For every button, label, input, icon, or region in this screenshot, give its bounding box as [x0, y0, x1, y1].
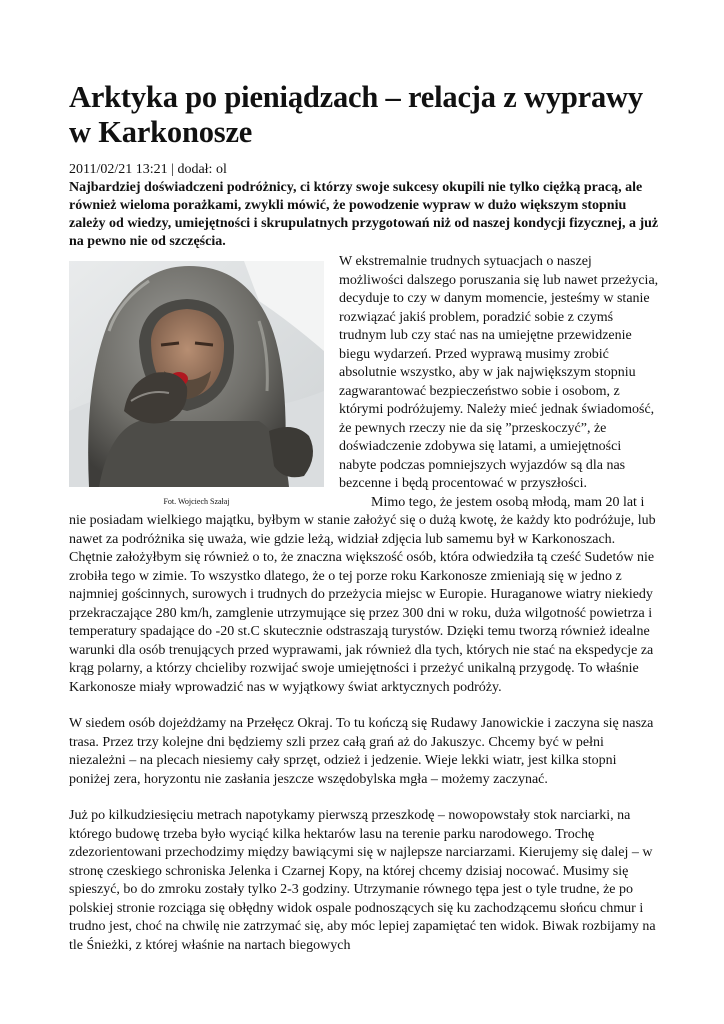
paragraph-1: W ekstremalnie trudnych sytuacjach o naszej możliwości dalszego poruszania się lub nawet przeżycia, decyduje to czy w danym momencie, jesteśmy w stanie rozwiązać jakiś problem, poradzić sobie z czymś trudnym lub czy stać nas na umiejętne przewidzenie biegu wydarzeń. Przed wyprawą musimy zrobić absolutnie wszystko, aby w jak największym stopniu zagwarantować bezpieczeństwo sobie i osobom, z którymi podróżujemy. Należy mieć jednak świadomość, że pewnych rzeczy nie da się ”przeskoczyć”, że doświadczenie zdobywa się latami, a umiejętności nabyte podczas pomniejszych wyjazdów są dla nas bezcenne i będą procentować w przyszłości. — [339, 254, 659, 491]
photo-caption: Fot. Wojciech Szałaj — [163, 497, 230, 506]
photo-figure — [69, 261, 324, 507]
paragraph-4: Już po kilkudziesięciu metrach napotykamy pierwszą przeszkodę – nowopowstały stok narciarki, na którego budowę trzeba było wyciąć kilka hektarów lasu na terenie parku narodowego. Trochę zdezorientowani przechodzimy między bawiącymi się w najlepsze narciarzami. Kierujemy się dalej – w stronę czeskiego schroniska Jelenka i Czarnej Kopy, na której chcemy dzisiaj nocować. Musimy się spieszyć, bo do zmroku zostały tylko 2-3 godziny. Utrzymanie równego tępa jest o tyle trudne, że po polskiej stronie rozciąga się obłędny widok ospale podnoszących się ku zachodzącemu słońcu chmur i trudno jest, choć na chwilę nie zatrzymać się, aby móc lepiej zapamiętać ten widok. Biwak rozbijamy na tle Śnieżki, z której właśnie na nartach biegowych — [69, 808, 656, 953]
article-title: Arktyka po pieniądzach – relacja z wyprawy w Karkonosze — [69, 80, 643, 149]
article — [69, 80, 659, 955]
paragraph-2: Mimo tego, że jestem osobą młodą, mam 20 lat i nie posiadam wielkiego majątku, byłbym w stanie założyć się o dużą kwotę, że każdy kto podróżuje, lub nawet za podróżnika się uważa, wie gdzie leżą, widział zdjęcia lub samemu był w Karkonoszach. Chętnie założyłbym się również o to, że znaczna większość osób, która odwiedziła tą cześć Sudetów nie zrobiła tego w zimie. To wszystko dlatego, że o tej porze roku Karkonosze zmieniają się w jedno z najmniej gościnnych, surowych i trudnych do przeżycia miejsc w Europie. Huraganowe wiatry niekiedy przekraczające 280 km/h, zamglenie utrzymujące się przez 300 dni w roku, duża wilgotność powietrza i temperatury spadające do -20 st.C skutecznie odstraszają turystów. Dzięki temu tworzą również idealne warunki dla osób trenujących przed wyprawami, jak również dla tych, których nie stać na ekspedycje za krąg polarny, a którzy chcieliby rozwijać swoje umiejętności i przeżyć unikalną przygodę. To właśnie Karkonosze miały wprowadzić nas w wyjątkowy świat arktycznych podróży. — [69, 494, 656, 695]
article-lead: Najbardziej doświadczeni podróżnicy, ci którzy swoje sukcesy okupili nie tylko ciężką pracą, ale również wieloma porażkami, zwykli mówić, że powodzenie wypraw w dużo większym stopniu zależy od wiedzy, umiejętności i skrupulatnych przygotowań niż od naszej kondycji fizycznej, a już na pewno nie od szczęścia. — [69, 180, 659, 249]
photo-traveler-in-snow — [69, 261, 324, 487]
article-meta: 2011/02/21 13:21 | dodał: ol — [69, 162, 227, 177]
paragraph-3: W siedem osób dojeżdżamy na Przełęcz Okraj. To tu kończą się Rudawy Janowickie i zaczyna się nasza trasa. Przez trzy kolejne dni będziemy szli przez całą grań aż do Jakuszyc. Chcemy być w pełni niezależni – na plecach niesiemy cały sprzęt, odzież i jedzenie. Wieje lekki wiatr, jest kilka stopni poniżej zera, horyzontu nie zasłania jeszcze wszędobylska mgła – możemy zaczynać. — [69, 716, 654, 787]
